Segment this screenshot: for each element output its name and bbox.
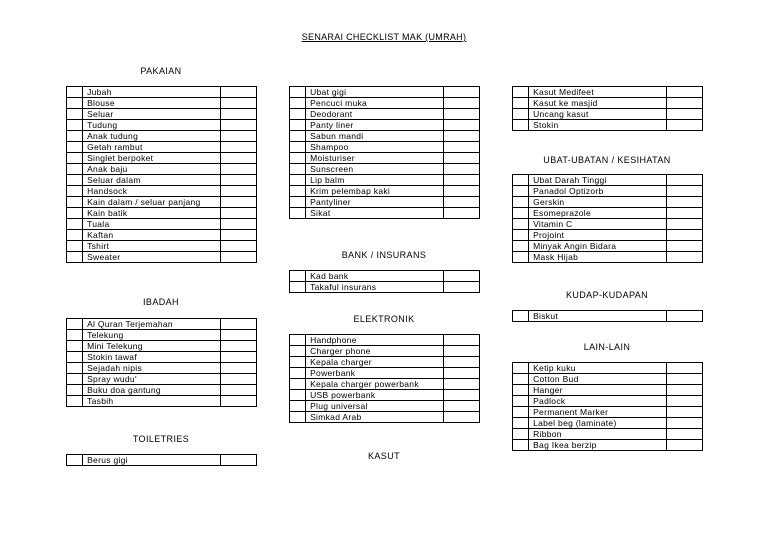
checklist-row (67, 363, 257, 374)
checklist-row (67, 330, 257, 341)
item-label: Sikat (306, 208, 444, 219)
item-label: Shampoo (306, 142, 444, 153)
note-cell[interactable] (220, 230, 256, 241)
note-cell[interactable] (666, 120, 702, 131)
checkbox-cell[interactable] (513, 120, 529, 131)
item-label: Ubat gigi (306, 87, 444, 98)
checklist-row (67, 241, 257, 252)
checklist-row (513, 429, 703, 440)
note-cell[interactable] (220, 87, 256, 98)
checklist-kudap (512, 310, 703, 322)
item-label: Handsock (83, 186, 221, 197)
item-label: Kad bank (306, 271, 444, 282)
note-cell[interactable] (666, 197, 702, 208)
item-label: Projoint (529, 230, 667, 241)
checklist-row (67, 385, 257, 396)
note-cell[interactable] (220, 186, 256, 197)
checklist-row (67, 120, 257, 131)
checklist-row (67, 87, 257, 98)
checkbox-cell[interactable] (513, 219, 529, 230)
checkbox-cell[interactable] (290, 87, 306, 98)
checkbox-cell[interactable] (513, 363, 529, 374)
note-cell[interactable] (443, 208, 479, 219)
checkbox-cell[interactable] (513, 440, 529, 451)
note-cell[interactable] (443, 186, 479, 197)
item-label: Ketip kuku (529, 363, 667, 374)
item-label: Sweater (83, 252, 221, 263)
checkbox-cell[interactable] (290, 197, 306, 208)
item-label: Vitamin C (529, 219, 667, 230)
checklist-row (513, 197, 703, 208)
checklist-row (290, 153, 480, 164)
checklist-row (513, 175, 703, 186)
note-cell[interactable] (220, 396, 256, 407)
checklist-row (290, 164, 480, 175)
item-label: Plug universal (306, 401, 444, 412)
checkbox-cell[interactable] (67, 109, 83, 120)
note-cell[interactable] (220, 153, 256, 164)
item-label: Bag Ikea berzip (529, 440, 667, 451)
checklist-row (513, 363, 703, 374)
item-label: Kasut Medifeet (529, 87, 667, 98)
item-label: Sunscreen (306, 164, 444, 175)
checklist-row (513, 374, 703, 385)
checklist-row (67, 98, 257, 109)
checkbox-cell[interactable] (67, 208, 83, 219)
note-cell[interactable] (220, 385, 256, 396)
note-cell[interactable] (666, 374, 702, 385)
note-cell[interactable] (220, 131, 256, 142)
note-cell[interactable] (220, 120, 256, 131)
checkbox-cell[interactable] (67, 87, 83, 98)
checklist-lain (512, 362, 703, 451)
note-cell[interactable] (666, 241, 702, 252)
checklist-row (513, 396, 703, 407)
checkbox-cell[interactable] (290, 390, 306, 401)
item-label: Kaftan (83, 230, 221, 241)
checklist-row (290, 142, 480, 153)
checklist-row (67, 252, 257, 263)
checklist-row (290, 98, 480, 109)
checklist-toiletries-cont (289, 86, 480, 219)
checklist-row (513, 120, 703, 131)
checklist-row (513, 230, 703, 241)
checklist-row (290, 368, 480, 379)
item-label: Lip balm (306, 175, 444, 186)
checkbox-cell[interactable] (67, 352, 83, 363)
checklist-row (67, 208, 257, 219)
checklist-row (67, 374, 257, 385)
note-cell[interactable] (666, 208, 702, 219)
checklist-row (290, 401, 480, 412)
note-cell[interactable] (666, 252, 702, 263)
item-label: Ubat Darah Tinggi (529, 175, 667, 186)
note-cell[interactable] (220, 241, 256, 252)
item-label: Anak baju (83, 164, 221, 175)
heading-kudap: KUDAP-KUDAPAN (565, 290, 649, 300)
checklist-row (290, 131, 480, 142)
item-label: Al Quran Terjemahan (83, 319, 221, 330)
item-label: Panadol Optizorb (529, 186, 667, 197)
checkbox-cell[interactable] (513, 311, 529, 322)
checkbox-cell[interactable] (513, 241, 529, 252)
checklist-row (67, 142, 257, 153)
heading-ubat: UBAT-UBATAN / KESIHATAN (543, 155, 671, 165)
checkbox-cell[interactable] (513, 197, 529, 208)
note-cell[interactable] (220, 219, 256, 230)
note-cell[interactable] (666, 230, 702, 241)
checkbox-cell[interactable] (290, 109, 306, 120)
checklist-row (67, 197, 257, 208)
item-label: Padlock (529, 396, 667, 407)
checkbox-cell[interactable] (513, 407, 529, 418)
note-cell[interactable] (443, 335, 479, 346)
note-cell[interactable] (443, 346, 479, 357)
checkbox-cell[interactable] (67, 319, 83, 330)
note-cell[interactable] (443, 175, 479, 186)
item-label: Tshirt (83, 241, 221, 252)
checklist-row (290, 186, 480, 197)
checkbox-cell[interactable] (513, 208, 529, 219)
item-label: Uncang kasut (529, 109, 667, 120)
checklist-row (513, 208, 703, 219)
checkbox-cell[interactable] (67, 186, 83, 197)
note-cell[interactable] (443, 271, 479, 282)
checklist-row (513, 219, 703, 230)
item-label: Hanger (529, 385, 667, 396)
checkbox-cell[interactable] (67, 385, 83, 396)
note-cell[interactable] (220, 374, 256, 385)
checkbox-cell[interactable] (67, 164, 83, 175)
note-cell[interactable] (443, 379, 479, 390)
note-cell[interactable] (443, 412, 479, 423)
item-label: Tudung (83, 120, 221, 131)
checkbox-cell[interactable] (67, 252, 83, 263)
heading-elektronik: ELEKTRONIK (353, 314, 415, 324)
note-cell[interactable] (443, 131, 479, 142)
item-label: Powerbank (306, 368, 444, 379)
checklist-row (290, 271, 480, 282)
checkbox-cell[interactable] (290, 368, 306, 379)
heading-pakaian: PAKAIAN (140, 66, 182, 76)
checklist-elektronik (289, 334, 480, 423)
note-cell[interactable] (443, 153, 479, 164)
note-cell[interactable] (666, 440, 702, 451)
note-cell[interactable] (666, 418, 702, 429)
checklist-row (67, 455, 257, 466)
checklist-row (513, 252, 703, 263)
checkbox-cell[interactable] (513, 374, 529, 385)
item-label: Ribbon (529, 429, 667, 440)
note-cell[interactable] (220, 319, 256, 330)
item-label: Jubah (83, 87, 221, 98)
checkbox-cell[interactable] (513, 109, 529, 120)
note-cell[interactable] (666, 363, 702, 374)
checklist-row (513, 418, 703, 429)
note-cell[interactable] (220, 330, 256, 341)
note-cell[interactable] (220, 142, 256, 153)
item-label: Minyak Angin Bidara (529, 241, 667, 252)
checkbox-cell[interactable] (513, 429, 529, 440)
note-cell[interactable] (666, 175, 702, 186)
checkbox-cell[interactable] (67, 330, 83, 341)
checklist-row (290, 412, 480, 423)
item-label: Moisturiser (306, 153, 444, 164)
checklist-row (513, 186, 703, 197)
note-cell[interactable] (666, 396, 702, 407)
checkbox-cell[interactable] (67, 341, 83, 352)
checklist-row (513, 440, 703, 451)
note-cell[interactable] (666, 186, 702, 197)
item-label: Label beg (laminate) (529, 418, 667, 429)
note-cell[interactable] (443, 282, 479, 293)
checklist-row (513, 109, 703, 120)
note-cell[interactable] (220, 109, 256, 120)
checkbox-cell[interactable] (290, 379, 306, 390)
heading-kasut: KASUT (367, 451, 400, 461)
item-label: Tasbih (83, 396, 221, 407)
note-cell[interactable] (220, 455, 256, 466)
heading-ibadah: IBADAH (143, 297, 179, 307)
checkbox-cell[interactable] (290, 153, 306, 164)
item-label: Charger phone (306, 346, 444, 357)
item-label: Takaful insurans (306, 282, 444, 293)
item-label: Biskut (529, 311, 667, 322)
note-cell[interactable] (443, 164, 479, 175)
checkbox-cell[interactable] (67, 98, 83, 109)
checklist-row (67, 175, 257, 186)
checklist-row (290, 208, 480, 219)
checkbox-cell[interactable] (67, 374, 83, 385)
checkbox-cell[interactable] (290, 142, 306, 153)
note-cell[interactable] (666, 219, 702, 230)
checklist-row (290, 175, 480, 186)
checklist-ubat (512, 174, 703, 263)
item-label: Pantyliner (306, 197, 444, 208)
checklist-pakaian (66, 86, 257, 263)
item-label: Anak tudung (83, 131, 221, 142)
checkbox-cell[interactable] (67, 131, 83, 142)
checklist-row (67, 219, 257, 230)
checkbox-cell[interactable] (290, 357, 306, 368)
checkbox-cell[interactable] (513, 396, 529, 407)
checkbox-cell[interactable] (67, 142, 83, 153)
heading-bank: BANK / INSURANS (341, 250, 427, 260)
item-label: Mini Telekung (83, 341, 221, 352)
checklist-row (67, 109, 257, 120)
item-label: Sejadah nipis (83, 363, 221, 374)
checkbox-cell[interactable] (67, 363, 83, 374)
item-label: Berus gigi (83, 455, 221, 466)
checklist-row (67, 396, 257, 407)
checkbox-cell[interactable] (290, 164, 306, 175)
checkbox-cell[interactable] (513, 98, 529, 109)
item-label: Seluar (83, 109, 221, 120)
checklist-row (513, 385, 703, 396)
checkbox-cell[interactable] (67, 197, 83, 208)
item-label: Kepala charger (306, 357, 444, 368)
checkbox-cell[interactable] (290, 412, 306, 423)
checklist-row (67, 352, 257, 363)
checklist-row (513, 98, 703, 109)
checkbox-cell[interactable] (290, 131, 306, 142)
checkbox-cell[interactable] (67, 230, 83, 241)
checkbox-cell[interactable] (67, 120, 83, 131)
heading-toiletries: TOILETRIES (132, 434, 190, 444)
checkbox-cell[interactable] (67, 455, 83, 466)
item-label: Permanent Marker (529, 407, 667, 418)
checklist-row (290, 357, 480, 368)
checklist-row (290, 379, 480, 390)
checkbox-cell[interactable] (67, 396, 83, 407)
checkbox-cell[interactable] (67, 153, 83, 164)
item-label: Kasut ke masjid (529, 98, 667, 109)
note-cell[interactable] (220, 175, 256, 186)
note-cell[interactable] (220, 341, 256, 352)
item-label: Buku doa gantung (83, 385, 221, 396)
checklist-row (67, 341, 257, 352)
note-cell[interactable] (220, 363, 256, 374)
checklist-row (290, 120, 480, 131)
note-cell[interactable] (443, 120, 479, 131)
item-label: Cotton Bud (529, 374, 667, 385)
item-label: Handphone (306, 335, 444, 346)
checkbox-cell[interactable] (290, 401, 306, 412)
item-label: Esomeprazole (529, 208, 667, 219)
item-label: Stokin tawaf (83, 352, 221, 363)
note-cell[interactable] (666, 87, 702, 98)
checklist-row (290, 346, 480, 357)
item-label: Sabun mandi (306, 131, 444, 142)
checkbox-cell[interactable] (290, 346, 306, 357)
item-label: Stokin (529, 120, 667, 131)
checklist-row (513, 241, 703, 252)
item-label: Mask Hijab (529, 252, 667, 263)
item-label: Getah rambut (83, 142, 221, 153)
item-label: Telekung (83, 330, 221, 341)
checklist-row (67, 153, 257, 164)
note-cell[interactable] (666, 98, 702, 109)
checkbox-cell[interactable] (290, 186, 306, 197)
checklist-kasut (512, 86, 703, 131)
checkbox-cell[interactable] (513, 186, 529, 197)
checklist-row (290, 197, 480, 208)
item-label: Singlet berpoket (83, 153, 221, 164)
checklist-row (67, 230, 257, 241)
note-cell[interactable] (443, 390, 479, 401)
checkbox-cell[interactable] (513, 230, 529, 241)
note-cell[interactable] (666, 407, 702, 418)
checklist-row (290, 282, 480, 293)
note-cell[interactable] (443, 197, 479, 208)
note-cell[interactable] (666, 109, 702, 120)
note-cell[interactable] (220, 98, 256, 109)
checkbox-cell[interactable] (67, 175, 83, 186)
note-cell[interactable] (443, 357, 479, 368)
checkbox-cell[interactable] (67, 219, 83, 230)
checkbox-cell[interactable] (513, 87, 529, 98)
checklist-row (290, 335, 480, 346)
checklist-row (290, 87, 480, 98)
item-label: Seluar dalam (83, 175, 221, 186)
note-cell[interactable] (220, 208, 256, 219)
item-label: Kain dalam / seluar panjang (83, 197, 221, 208)
note-cell[interactable] (666, 385, 702, 396)
note-cell[interactable] (220, 164, 256, 175)
checkbox-cell[interactable] (513, 385, 529, 396)
checkbox-cell[interactable] (513, 175, 529, 186)
item-label: USB powerbank (306, 390, 444, 401)
checkbox-cell[interactable] (513, 252, 529, 263)
item-label: Krim pelembap kaki (306, 186, 444, 197)
checkbox-cell[interactable] (290, 208, 306, 219)
item-label: Pencuci muka (306, 98, 444, 109)
item-label: Simkad Arab (306, 412, 444, 423)
checklist-row (290, 390, 480, 401)
item-label: Spray wudu' (83, 374, 221, 385)
note-cell[interactable] (443, 98, 479, 109)
page-title: SENARAI CHECKLIST MAK (UMRAH) (301, 32, 467, 42)
item-label: Kepala charger powerbank (306, 379, 444, 390)
note-cell[interactable] (666, 429, 702, 440)
checklist-row (513, 87, 703, 98)
checkbox-cell[interactable] (290, 175, 306, 186)
note-cell[interactable] (443, 87, 479, 98)
note-cell[interactable] (220, 252, 256, 263)
checkbox-cell[interactable] (290, 282, 306, 293)
item-label: Deodorant (306, 109, 444, 120)
item-label: Panty liner (306, 120, 444, 131)
note-cell[interactable] (443, 368, 479, 379)
checkbox-cell[interactable] (290, 98, 306, 109)
checkbox-cell[interactable] (290, 271, 306, 282)
note-cell[interactable] (443, 142, 479, 153)
note-cell[interactable] (220, 197, 256, 208)
checklist-ibadah (66, 318, 257, 407)
note-cell[interactable] (666, 311, 702, 322)
checklist-row (290, 109, 480, 120)
note-cell[interactable] (220, 352, 256, 363)
item-label: Gerskin (529, 197, 667, 208)
note-cell[interactable] (443, 401, 479, 412)
checkbox-cell[interactable] (290, 335, 306, 346)
heading-lain: LAIN-LAIN (583, 342, 631, 352)
checklist-row (67, 131, 257, 142)
checklist-row (513, 407, 703, 418)
checklist-row (67, 319, 257, 330)
checkbox-cell[interactable] (513, 418, 529, 429)
note-cell[interactable] (443, 109, 479, 120)
checklist-row (67, 186, 257, 197)
checklist-row (513, 311, 703, 322)
item-label: Blouse (83, 98, 221, 109)
checkbox-cell[interactable] (67, 241, 83, 252)
checklist-row (67, 164, 257, 175)
checkbox-cell[interactable] (290, 120, 306, 131)
checklist-bank (289, 270, 480, 293)
checklist-toiletries (66, 454, 257, 466)
item-label: Kain batik (83, 208, 221, 219)
item-label: Tuala (83, 219, 221, 230)
